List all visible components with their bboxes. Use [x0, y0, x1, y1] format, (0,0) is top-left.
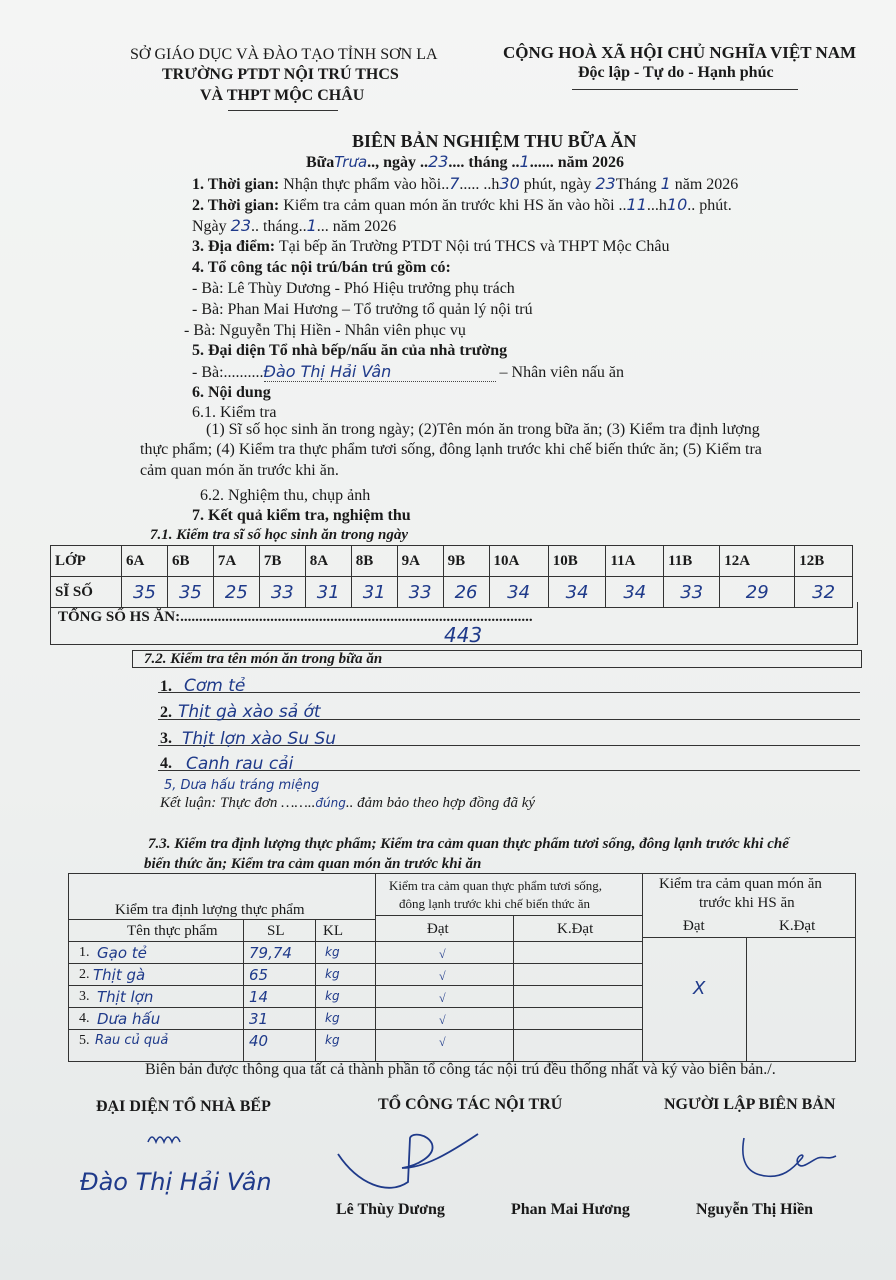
section-4-member-3: - Bà: Nguyễn Thị Hiền - Nhân viên phục vụ — [184, 322, 466, 339]
section-6-sub2: 6.2. Nghiệm thu, chụp ảnh — [200, 487, 371, 504]
class-cell: 9B — [443, 546, 489, 577]
class-cell: 6A — [122, 546, 168, 577]
dish-number-5: 5, — [164, 778, 177, 793]
section-1-text-e: năm 2026 — [674, 176, 739, 193]
qt-vline — [375, 874, 376, 1061]
count-cell: 32 — [795, 577, 853, 608]
team-name-2: Phan Mai Hương — [511, 1201, 630, 1218]
qt-vline — [513, 915, 514, 1061]
qt-vline — [746, 937, 747, 1061]
qt-row-sl: 65 — [249, 966, 269, 984]
section-5-cook-name: Đào Thị Hải Vân — [264, 362, 496, 382]
qt-row-number: 3. — [79, 989, 90, 1004]
section-4-label: 4. Tổ công tác nội trú/bán trú gồm có: — [192, 259, 451, 276]
count-cell: 33 — [397, 577, 443, 608]
qt-row-pass: √ — [439, 991, 446, 1005]
section-5-prefix: - Bà:.......... — [192, 364, 264, 381]
count-cell: 34 — [606, 577, 664, 608]
qt-col-fresh-2: đông lạnh trước khi chế biến thức ăn — [399, 896, 590, 911]
section-6-para3: cảm quan món ăn trước khi ăn. — [140, 462, 339, 479]
section-5-label: 5. Đại diện Tổ nhà bếp/nấu ăn của nhà trường — [192, 342, 508, 359]
class-count-table — [50, 545, 853, 608]
meal-day: 23 — [428, 152, 449, 171]
section-6-sub1: 6.1. Kiểm tra — [192, 404, 277, 421]
qt-row-pass: √ — [439, 1013, 446, 1027]
section-2-month: 1 — [306, 216, 317, 235]
qt-row-kl: kg — [325, 945, 340, 959]
header-left-underline — [228, 110, 338, 111]
qt-h-sl: SL — [267, 923, 285, 939]
class-cell: 10B — [548, 546, 606, 577]
section-2-text-f: ... năm 2026 — [316, 218, 397, 235]
count-header: SĨ SỐ — [51, 577, 122, 608]
qt-row-kl: kg — [325, 989, 340, 1003]
section-6-para2: thực phẩm; (4) Kiểm tra thực phẩm tươi sống, đông lạnh trước khi chế biến thức ăn; (5) Kiểm tra — [140, 441, 762, 458]
qt-col-sense-2: trước khi HS ăn — [699, 895, 795, 911]
team-title: TỔ CÔNG TÁC NỘI TRÚ — [378, 1096, 563, 1113]
dish-5 — [164, 778, 319, 793]
count-cell: 31 — [305, 577, 351, 608]
section-7-label: 7. Kết quả kiểm tra, nghiệm thu — [192, 507, 411, 524]
author-name: Nguyễn Thị Hiền — [696, 1201, 814, 1218]
qt-row-kl: kg — [325, 1011, 340, 1025]
section-2-text-b: ...h — [646, 197, 667, 214]
count-cell: 34 — [548, 577, 606, 608]
qt-row-number: 4. — [79, 1011, 90, 1026]
qt-hline — [69, 941, 642, 942]
meal-month: 1 — [519, 152, 530, 171]
author-title: NGƯỜI LẬP BIÊN BẢN — [664, 1096, 836, 1113]
section-2-text-e: .. tháng.. — [251, 218, 307, 235]
header-republic: CỘNG HOÀ XÃ HỘI CHỦ NGHĨA VIỆT NAM — [503, 43, 857, 62]
meal-month-label: .... tháng .. — [448, 154, 520, 171]
qt-row-number: 2. — [79, 967, 90, 982]
meal-value: Trưa — [334, 153, 368, 171]
qt-h-pass2: Đạt — [683, 918, 705, 934]
section-7-3-title-1: 7.3. Kiểm tra định lượng thực phẩm; Kiểm tra cảm quan thực phẩm tươi sống, đông lạnh trước khi chế — [148, 836, 789, 852]
qt-row-pass: √ — [439, 1035, 446, 1049]
section-7-2-title: 7.2. Kiểm tra tên món ăn trong bữa ăn — [144, 651, 383, 667]
qt-h-kl: KL — [323, 923, 343, 939]
section-2-label: 2. Thời gian: — [192, 197, 280, 214]
conclusion-text-a: Kết luận: Thực đơn …….. — [160, 795, 316, 811]
class-cell: 6B — [167, 546, 213, 577]
qt-row-sl: 14 — [249, 988, 269, 1006]
section-2 — [192, 195, 732, 215]
class-cell: 8B — [351, 546, 397, 577]
section-3-text: Tại bếp ăn Trường PTDT Nội trú THCS và THPT Mộc Châu — [278, 238, 670, 255]
class-cell: 10A — [489, 546, 548, 577]
class-cell: 7B — [259, 546, 305, 577]
qt-hline — [69, 1007, 642, 1008]
section-6-para1: (1) Sĩ số học sinh ăn trong ngày; (2)Tên món ăn trong bữa ăn; (3) Kiểm tra định lượng — [206, 421, 760, 438]
section-2-text-d: Ngày — [192, 218, 227, 235]
dish-1: Cơm tẻ — [184, 676, 246, 696]
section-5-suffix: – Nhân viên nấu ăn — [499, 364, 624, 381]
qt-row-sl: 40 — [249, 1032, 269, 1050]
count-cell: 35 — [122, 577, 168, 608]
qt-row-sl: 79,74 — [249, 944, 292, 962]
section-1-minute: 30 — [499, 174, 520, 193]
qt-row-kl: kg — [325, 1033, 340, 1047]
count-cell: 34 — [489, 577, 548, 608]
section-1-text-c: phút, ngày — [523, 176, 592, 193]
kitchen-signature-mark — [140, 1120, 200, 1150]
closing-statement: Biên bản được thông qua tất cả thành phần tổ công tác nội trú đều thống nhất và ký vào biên bản./. — [145, 1061, 776, 1078]
section-5-line — [192, 362, 624, 382]
conclusion-value: đúng — [315, 796, 346, 810]
dish-line-1 — [158, 692, 860, 693]
section-1-day: 23 — [595, 174, 616, 193]
header-school-line1: TRƯỜNG PTDT NỘI TRÚ THCS — [162, 66, 399, 83]
section-6-label: 6. Nội dung — [192, 384, 271, 401]
dish-5-name: Dưa hấu tráng miệng — [180, 778, 320, 793]
section-2-date — [192, 216, 396, 236]
qt-row-name: Rau củ quả — [95, 1033, 169, 1048]
qt-hline — [69, 963, 642, 964]
section-1-label: 1. Thời gian: — [192, 176, 280, 193]
total-value: 443 — [444, 623, 483, 647]
quality-table — [68, 873, 856, 1062]
meal-day-label: .., ngày .. — [367, 154, 429, 171]
section-2-text-a: Kiểm tra cảm quan món ăn trước khi HS ăn vào hồi .. — [283, 197, 627, 214]
count-cell: 26 — [443, 577, 489, 608]
team-name-1: Lê Thùy Dương — [336, 1201, 445, 1218]
header-school-line2: VÀ THPT MỘC CHÂU — [200, 87, 365, 104]
count-cell: 29 — [720, 577, 795, 608]
qt-row-name: Gạo tẻ — [97, 944, 147, 962]
team-signature — [328, 1124, 488, 1204]
class-cell: 9A — [397, 546, 443, 577]
section-1-text-a: Nhận thực phẩm vào hồi.. — [283, 176, 450, 193]
section-1 — [192, 174, 738, 194]
qt-hline — [642, 937, 855, 938]
class-cell: 11A — [606, 546, 664, 577]
qt-sense-mark: X — [693, 978, 706, 999]
header-motto: Độc lập - Tự do - Hạnh phúc — [578, 64, 774, 81]
class-cell: 11B — [664, 546, 720, 577]
section-1-hour: 7 — [449, 174, 460, 193]
qt-col-sense-1: Kiểm tra cảm quan món ăn — [659, 876, 822, 892]
class-cell: 12B — [795, 546, 853, 577]
dish-2: Thịt gà xào sả ớt — [178, 702, 321, 722]
qt-vline — [642, 874, 643, 1061]
section-2-day: 23 — [230, 216, 252, 235]
qt-hline — [69, 985, 642, 986]
dish-number-1: 1. — [160, 678, 172, 695]
dish-number-3: 3. — [160, 730, 172, 747]
section-4-member-1: - Bà: Lê Thùy Dương - Phó Hiệu trưởng phụ trách — [192, 280, 515, 297]
qt-row-pass: √ — [439, 947, 446, 961]
document-title: BIÊN BẢN NGHIỆM THU BỮA ĂN — [352, 131, 637, 151]
qt-hline — [69, 919, 375, 920]
dish-number-2: 2. — [160, 704, 172, 721]
count-cell: 33 — [259, 577, 305, 608]
section-1-text-b: ..... ..h — [459, 176, 500, 193]
author-signature — [732, 1130, 842, 1190]
dish-4: Canh rau cải — [186, 754, 294, 774]
section-3-label: 3. Địa điểm: — [192, 238, 276, 255]
meal-year: ...... năm 2026 — [529, 154, 624, 171]
section-4-member-2: - Bà: Phan Mai Hương – Tổ trưởng tổ quản lý nội trú — [192, 301, 533, 318]
section-2-minute: 10 — [666, 195, 688, 214]
conclusion — [160, 795, 535, 812]
qt-col-quant: Kiểm tra định lượng thực phẩm — [115, 902, 305, 918]
qt-col-fresh-1: Kiểm tra cảm quan thực phẩm tươi sống, — [389, 878, 603, 893]
qt-row-name: Thịt lợn — [97, 988, 154, 1006]
qt-row-name: Thịt gà — [93, 966, 146, 984]
class-cell: 7A — [213, 546, 259, 577]
conclusion-text-b: .. đảm bảo theo hợp đồng đã ký — [345, 795, 536, 811]
section-7-1-title: 7.1. Kiểm tra sĩ số học sinh ăn trong ngày — [150, 527, 408, 543]
qt-h-fail2: K.Đạt — [779, 918, 816, 934]
class-cell: 8A — [305, 546, 351, 577]
meal-prefix: Bữa — [306, 154, 335, 171]
count-cell: 33 — [664, 577, 720, 608]
qt-hline — [69, 1029, 642, 1030]
qt-row-sl: 31 — [249, 1010, 269, 1028]
total-label: TỔNG SỐ HS ĂN:.............................................................................................. — [58, 609, 533, 625]
dish-3: Thịt lợn xào Su Su — [182, 729, 337, 749]
section-2-hour: 11 — [626, 195, 647, 214]
count-cell: 31 — [351, 577, 397, 608]
section-1-month: 1 — [660, 174, 671, 193]
qt-h-pass: Đạt — [427, 921, 449, 937]
count-cell: 25 — [213, 577, 259, 608]
kitchen-title: ĐẠI DIỆN TỔ NHÀ BẾP — [96, 1098, 271, 1115]
qt-row-name: Dưa hấu — [97, 1010, 161, 1028]
qt-h-name: Tên thực phẩm — [127, 923, 218, 939]
qt-row-kl: kg — [325, 967, 340, 981]
meal-line — [306, 152, 624, 172]
class-header: LỚP — [51, 546, 122, 577]
section-1-text-d: Tháng — [615, 176, 657, 193]
class-row — [51, 546, 853, 577]
qt-row-pass: √ — [439, 969, 446, 983]
class-cell: 12A — [720, 546, 795, 577]
qt-row-number: 5. — [79, 1033, 90, 1048]
kitchen-name: Đào Thị Hải Vân — [80, 1168, 272, 1196]
count-cell: 35 — [167, 577, 213, 608]
section-2-text-c: .. phút. — [687, 197, 732, 214]
dish-number-4: 4. — [160, 755, 172, 772]
section-7-3-title-2: biến thức ăn; Kiểm tra cảm quan món ăn trước khi ăn — [144, 856, 482, 872]
qt-row-number: 1. — [79, 945, 90, 960]
section-3 — [192, 238, 669, 256]
qt-hline — [375, 915, 642, 916]
qt-h-fail: K.Đạt — [557, 921, 594, 937]
header-department: SỞ GIÁO DỤC VÀ ĐÀO TẠO TỈNH SƠN LA — [130, 46, 438, 63]
header-right-underline — [572, 89, 798, 90]
